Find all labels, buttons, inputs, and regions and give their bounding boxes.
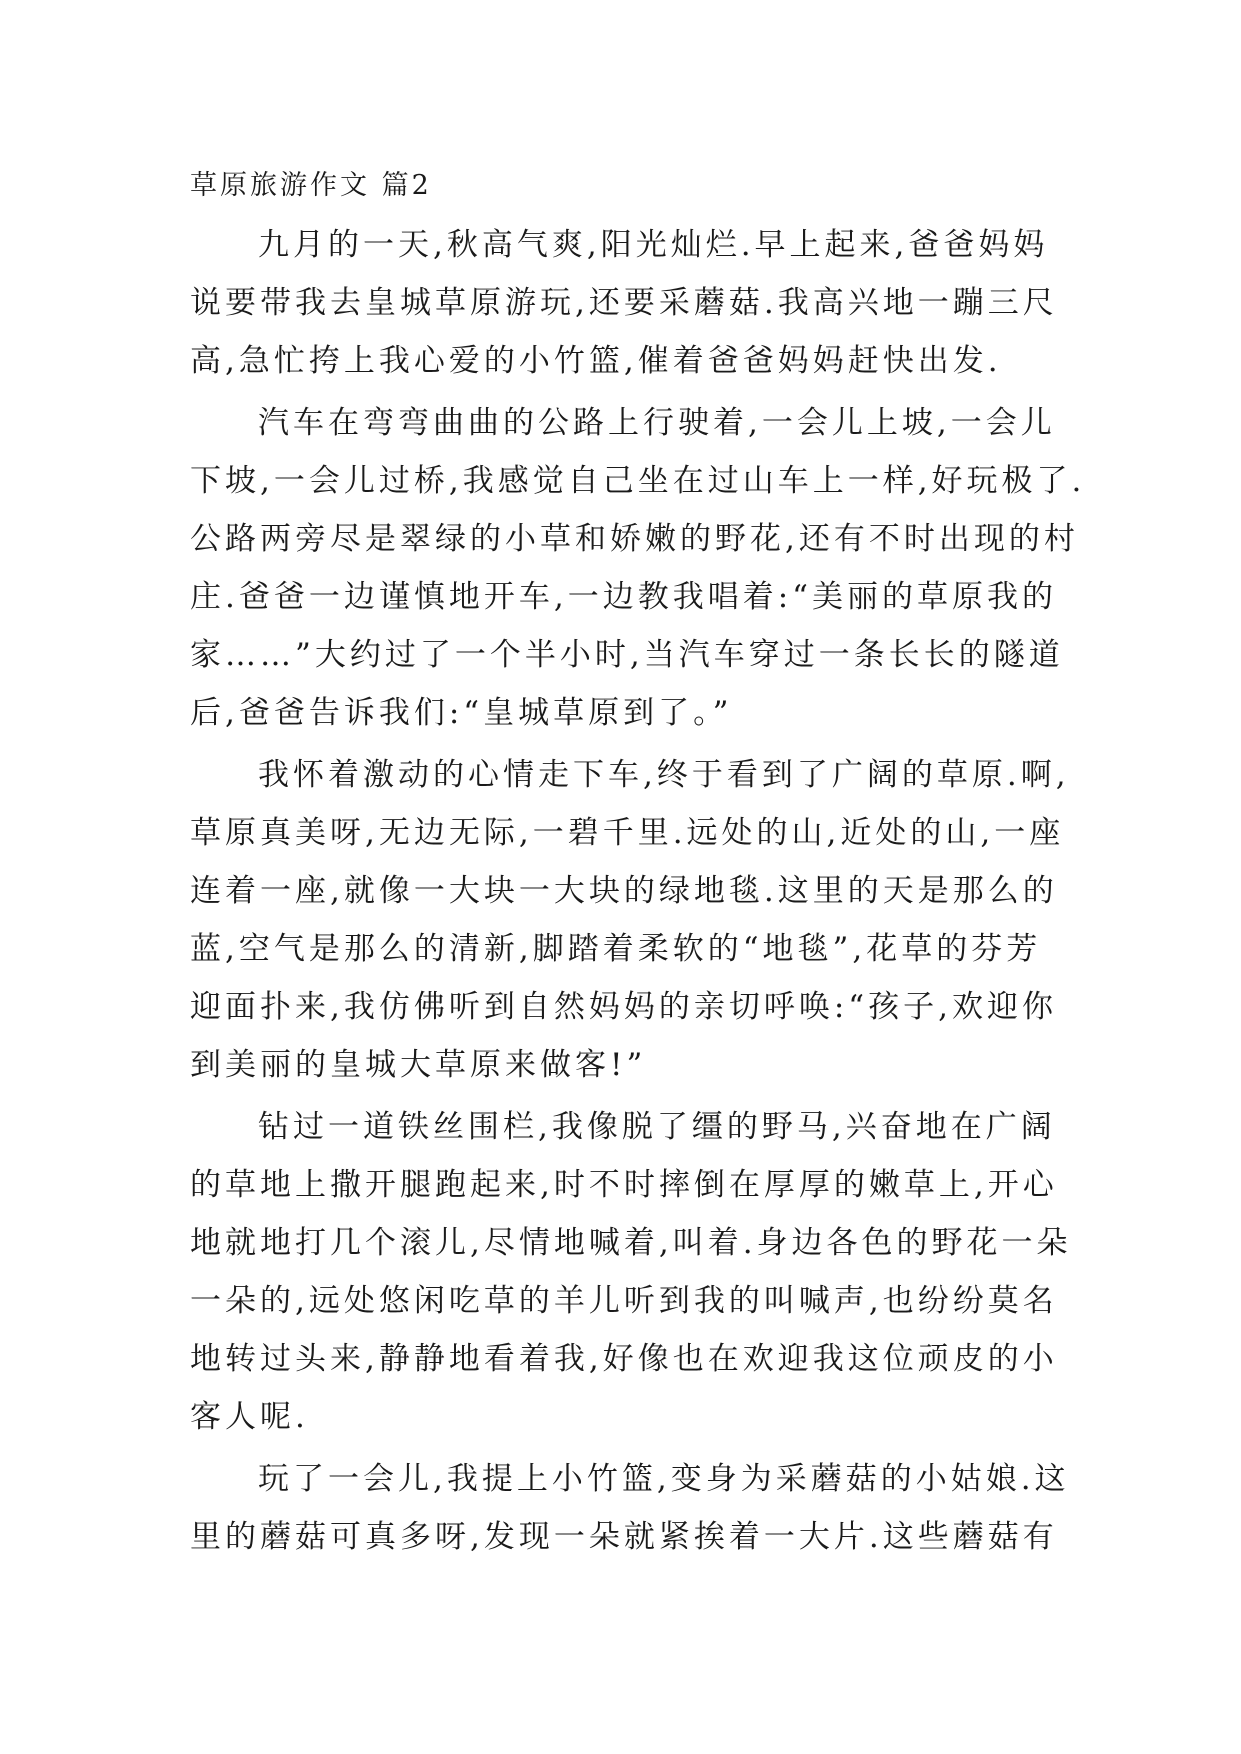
text-line: 蓝,空气是那么的清新,脚踏着柔软的“地毯”,花草的芬芳 <box>190 931 1042 967</box>
text-line: 公路两旁尽是翠绿的小草和娇嫩的野花,还有不时出现的村 <box>190 521 1079 557</box>
text-line: 钻过一道铁丝围栏,我像脱了缰的野马,兴奋地在广阔 <box>258 1109 1056 1145</box>
text-line: 九月的一天,秋高气爽,阳光灿烂.早上起来,爸爸妈妈 <box>258 227 1049 263</box>
text-line: 地转过头来,静静地看着我,好像也在欢迎我这位顽皮的小 <box>190 1341 1058 1377</box>
text-line: 说要带我去皇城草原游玩,还要采蘑菇.我高兴地一蹦三尺 <box>190 285 1058 321</box>
text-line: 一朵的,远处悠闲吃草的羊儿听到我的叫喊声,也纷纷莫名 <box>190 1283 1058 1319</box>
document-title: 草原旅游作文 篇2 <box>190 170 432 201</box>
text-line: 的草地上撒开腿跑起来,时不时摔倒在厚厚的嫩草上,开心 <box>190 1167 1058 1203</box>
text-line: 里的蘑菇可真多呀,发现一朵就紧挨着一大片.这些蘑菇有 <box>190 1519 1058 1555</box>
text-line: 我怀着激动的心情走下车,终于看到了广阔的草原.啊, <box>258 757 1070 793</box>
text-line: 汽车在弯弯曲曲的公路上行驶着,一会儿上坡,一会儿 <box>258 405 1056 441</box>
text-line: 连着一座,就像一大块一大块的绿地毯.这里的天是那么的 <box>190 873 1058 909</box>
text-line: 地就地打几个滚儿,尽情地喊着,叫着.身边各色的野花一朵 <box>190 1225 1072 1261</box>
text-line: 高,急忙挎上我心爱的小竹篮,催着爸爸妈妈赶快出发. <box>190 343 1002 379</box>
text-line: 草原真美呀,无边无际,一碧千里.远处的山,近处的山,一座 <box>190 815 1065 851</box>
text-line: 后,爸爸告诉我们:“皇城草原到了。” <box>190 695 733 731</box>
text-line: 迎面扑来,我仿佛听到自然妈妈的亲切呼唤:“孩子,欢迎你 <box>190 989 1057 1025</box>
text-line: 玩了一会儿,我提上小竹篮,变身为采蘑菇的小姑娘.这 <box>258 1461 1070 1497</box>
text-line: 到美丽的皇城大草原来做客!” <box>190 1047 647 1083</box>
text-line: 客人呢. <box>190 1399 309 1435</box>
text-line: 家……”大约过了一个半小时,当汽车穿过一条长长的隧道 <box>190 637 1064 673</box>
text-line: 下坡,一会儿过桥,我感觉自己坐在过山车上一样,好玩极了. <box>190 463 1086 499</box>
text-line: 庄.爸爸一边谨慎地开车,一边教我唱着:“美丽的草原我的 <box>190 579 1057 615</box>
